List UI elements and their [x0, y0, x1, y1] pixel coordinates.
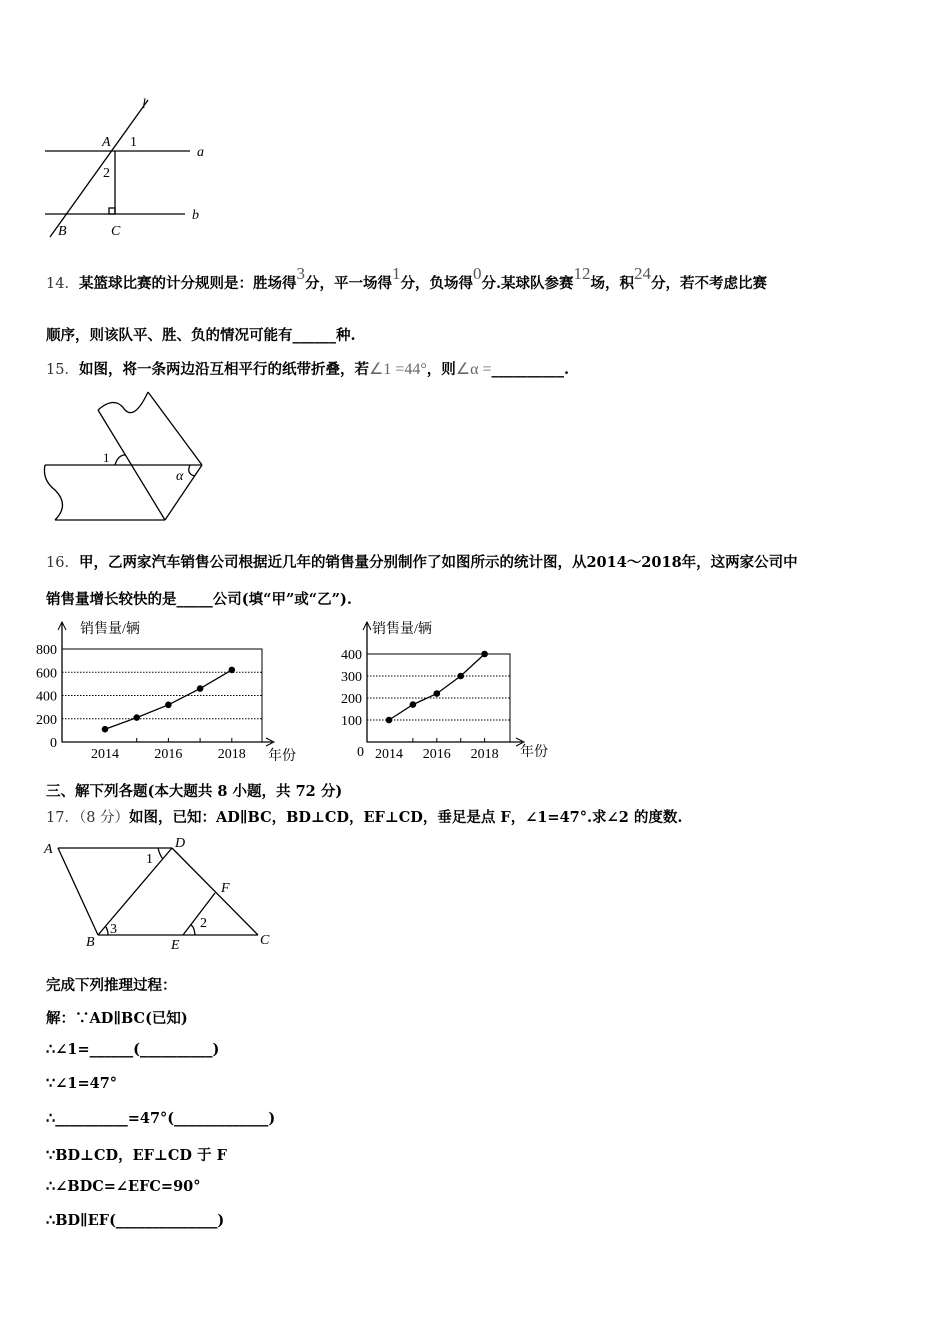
label-1: 1 — [103, 450, 110, 465]
proof-intro: 完成下列推理过程： — [46, 977, 177, 994]
data-point — [133, 714, 140, 721]
data-point — [165, 702, 172, 709]
x-tick-label: 2018 — [470, 747, 499, 762]
text: 某篮球比赛的计分规则是：胜场得 — [78, 275, 297, 292]
y-tick-label: 200 — [36, 712, 57, 728]
data-point — [457, 673, 464, 680]
x-tick-label: 2014 — [91, 747, 119, 762]
label-alpha: α — [176, 469, 184, 484]
label-2: 2 — [200, 916, 207, 931]
data-point — [229, 667, 236, 674]
question-14-line2: 顺序，则该队平、胜、负的情况可能有______种. — [46, 327, 356, 344]
label-l: l — [142, 97, 146, 112]
y-tick-label: 400 — [36, 689, 57, 705]
proof-line: ∴BD∥EF(______________) — [46, 1212, 225, 1230]
series-line — [105, 670, 232, 729]
alpha-expr: ∠α = — [455, 361, 492, 378]
y-axis-label: 销售量/辆 — [80, 622, 140, 637]
label-a: a — [197, 145, 204, 160]
y-tick-label: 0 — [50, 736, 57, 751]
origin-label: 0 — [357, 745, 364, 760]
text: 分，若不考虑比赛 — [651, 275, 768, 292]
x-axis-label: 年份 — [268, 749, 296, 764]
label-2: 2 — [103, 166, 110, 181]
label-D: D — [175, 836, 186, 851]
label-3: 3 — [110, 922, 117, 937]
proof-line: ∵BD⊥CD，EF⊥CD 于 F — [46, 1146, 227, 1164]
question-16-line2: 销售量增长较快的是_____公司(填“甲”或“乙”). — [46, 591, 352, 608]
y-tick-label: 200 — [341, 692, 362, 707]
label-E: E — [171, 938, 180, 953]
proof-line: ∵∠1=47° — [46, 1075, 118, 1093]
label-b: b — [192, 208, 199, 223]
y-tick-label: 400 — [341, 648, 362, 663]
value: 12 — [573, 264, 591, 283]
question-17 — [46, 806, 682, 827]
y-tick-label: 600 — [36, 666, 57, 682]
text: 如图，将一条两边沿互相平行的纸带折叠，若 — [78, 361, 369, 378]
question-number: 15． — [46, 362, 79, 378]
y-tick-label: 300 — [341, 670, 362, 685]
text: 分，负场得 — [400, 275, 473, 292]
label-B: B — [58, 224, 67, 239]
chart-yi — [341, 620, 548, 762]
question-14 — [46, 264, 768, 293]
question-16 — [46, 551, 798, 572]
question-number: 17． — [46, 810, 79, 826]
data-point — [410, 701, 417, 708]
data-point — [197, 685, 204, 692]
proof-line: 解：∵AD∥BC(已知) — [46, 1010, 188, 1027]
x-axis-label: 年份 — [520, 745, 548, 760]
question-15 — [46, 358, 569, 379]
proof-line: ∴__________=47°(_____________) — [46, 1109, 276, 1127]
data-point — [102, 726, 109, 733]
value: 24 — [634, 264, 652, 283]
label-C: C — [260, 933, 270, 948]
parallel-lines-figure — [45, 100, 190, 237]
proof-line: ∴∠BDC=∠EFC=90° — [46, 1178, 201, 1195]
text: 分.某球队参赛 — [481, 275, 574, 292]
text: 分，平一场得 — [304, 275, 392, 292]
y-axis-label: 销售量/辆 — [372, 622, 432, 637]
y-tick-label: 100 — [341, 714, 362, 729]
label-A: A — [44, 842, 53, 857]
question-number: 16． — [46, 555, 79, 571]
angle-value: ∠1 =44° — [368, 361, 427, 378]
question-number: 14． — [46, 276, 79, 292]
answer-blank: __________. — [491, 361, 570, 378]
proof-line: ∴∠1=______(__________) — [46, 1041, 220, 1059]
label-F: F — [221, 881, 230, 896]
section-heading: 三、解下列各题(本大题共 8 小题，共 72 分) — [46, 783, 343, 800]
value: 3 — [296, 264, 305, 283]
text: 如图，已知：AD∥BC，BD⊥CD，EF⊥CD，垂足是点 F，∠1=47°.求∠2 的度数. — [129, 809, 683, 826]
label-1: 1 — [130, 135, 137, 150]
value: 1 — [391, 264, 401, 283]
value: 0 — [472, 264, 482, 283]
x-tick-label: 2016 — [154, 747, 183, 762]
x-tick-label: 2016 — [422, 747, 451, 762]
text: 甲，乙两家汽车销售公司根据近几年的销售量分别制作了如图所示的统计图，从2014～2018年，这两家公司中 — [78, 554, 798, 571]
data-point — [386, 717, 393, 724]
label-C: C — [111, 224, 121, 239]
text: 场，积 — [590, 275, 635, 292]
chart-jia — [36, 620, 296, 764]
label-1: 1 — [146, 852, 153, 867]
score: （8 分） — [78, 810, 130, 826]
data-point — [481, 651, 488, 658]
label-A: A — [102, 135, 111, 150]
x-tick-label: 2018 — [217, 747, 246, 762]
folded-strip-figure — [44, 392, 202, 520]
series-line — [389, 654, 485, 720]
x-tick-label: 2014 — [375, 747, 403, 762]
y-tick-label: 800 — [36, 643, 57, 658]
data-point — [434, 690, 441, 697]
text: ，则 — [426, 361, 456, 378]
label-B: B — [86, 935, 95, 950]
